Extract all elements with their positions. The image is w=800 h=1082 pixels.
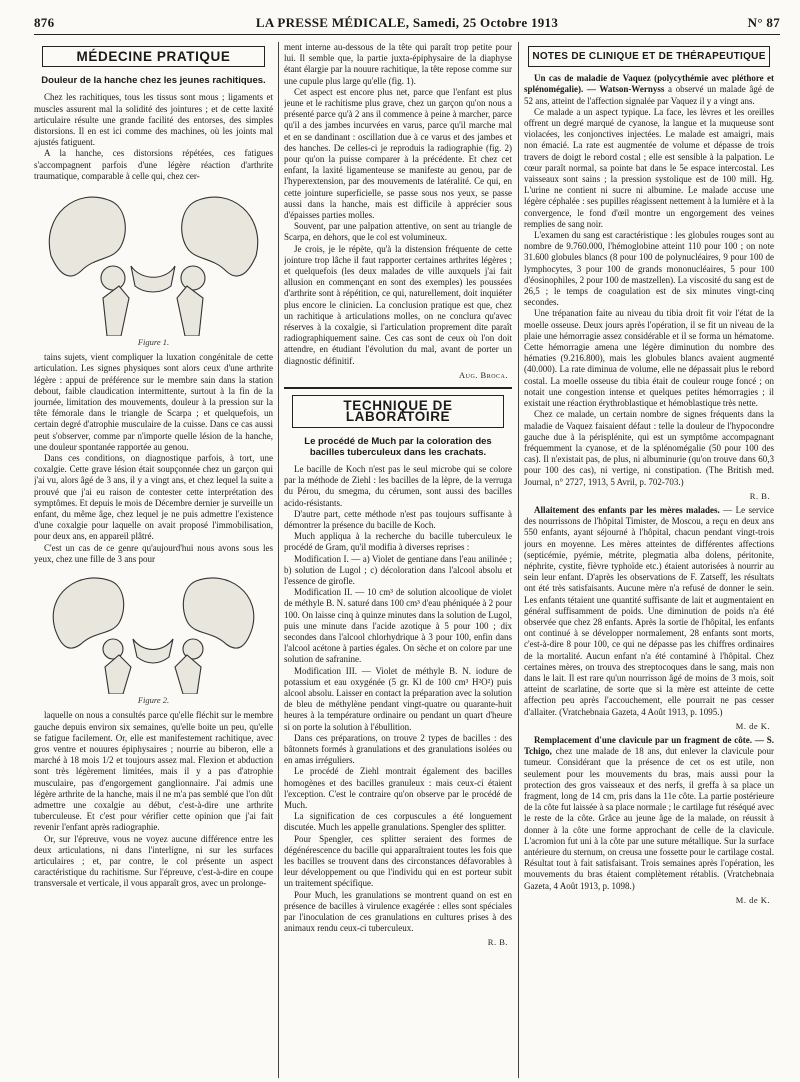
paragraph xyxy=(524,735,774,892)
journal-title: LA PRESSE MÉDICALE, Samedi, 25 Octobre 1913 xyxy=(255,15,559,30)
paragraph: ment interne au-dessous de la tête qui paraît trop petite pour lui. Il semble que, la partie juxta-épiphysaire de la diaphyse étant élargie par la nouure rachitique, la tête repose comme sur une cupule plus large qu'elle (fig. 1). xyxy=(284,42,512,86)
paragraph: tains sujets, vient compliquer la luxation congénitale de cette articulation. Les signes physiques sont alors ceux d'une arthrite légère : appui de préférence sur le membre sain dans la station debout, faible claudication intermittente, surtout à la fin de la journée, limitation des mouvements, douleur à la pression sur la tête fémorale dans le triangle de Scarpa ; et quelquefois, un certain degré d'atrophie musculaire de la cuisse. Dans ce cas aussi peut s'observer, comme par n'importe quelle lésion de la hanche, une douleur spontanée rapportée au genou. xyxy=(34,352,273,452)
hip-xray-illustration xyxy=(41,569,266,694)
paragraph: Modification III. — Violet de méthyle B. N. iodure de potassium et eau oxygénée (5 gr. Kl de 100 cm³ H²O²) puis alcool absolu. Laisser en contact la préparation avec la solution de bleu de méthylène pendant vingt-quatre ou quarante-huit heures à la température ordinaire ou pendant un quart d'heure si on porte la solution à l'ébullition. xyxy=(284,665,512,732)
paragraph-text: a observé un malade âgé de 52 ans, atteint de l'affection signalée par Vaquez il y a vingt ans. xyxy=(524,84,774,106)
hip-xray-illustration xyxy=(41,186,266,336)
author-signature: M. de K. xyxy=(735,894,770,905)
paragraph: laquelle on nous a consultés parce qu'elle fléchit sur le membre gauche depuis environ six semaines, qu'elle boite un peu, qu'elle se fatigue facilement. Or, elle est manifestement rachitique, avec gros ventre et nouures épiphysaires ; nourrie au biberon, elle a marché à 18 mois 1/2 et toujours assez mal. Flexion et abduction sont très légèrement limitées, mais il y a pas d'atrophie musculaire, pas d'engorgement ganglionnaire. J'ai admis une légère arthrite de la hanche, mais il ne m'a pas semblé que l'on dût admettre une coxalgie au début, c'est-à-dire une arthrite tuberculeuse. Et c'est pour vérifier cette opinion que j'ai fait revenir l'enfant après radiographie. xyxy=(34,710,273,833)
paragraph: Je crois, je le répète, qu'à la distension fréquente de cette jointure trop lâche il faut rapporter certaines arthrites légères ; et quelquefois (les deux malades de ville auxquels j'ai fait allusion en commençant en sont des exemples) les poussées d'arthrite sont à répétition, ce qui, naturellement, doit inquiéter plus encore le clinicien. La conclusion pratique est que, chez un rachitique à articulations molles, on ne conclura qu'avec réserves à la coxalgie, si l'articulation proprement dite paraît radiographiquement saine. Ces cas sont de ceux où l'on doit attendre, en étudiant l'évolution du mal, avant de porter un diagnostic définitif. xyxy=(284,243,512,366)
section-heading: NOTES DE CLINIQUE ET DE THÉRAPEUTIQUE xyxy=(528,46,770,67)
article-lead: Allaitement des enfants par les mères malades. xyxy=(534,504,720,515)
column-rule xyxy=(518,42,519,1078)
paragraph: Pour Much, les granulations se montrent quand on est en présence de bacilles à virulence exagérée : elles sont spéciales par l'inoculation de ces granulations en cultures prises à des animaux rendu ceux-ci tuberculeux. xyxy=(284,889,512,934)
paragraph: Chez les rachitiques, tous les tissus sont mous ; ligaments et muscles assurent mal la solidité des jointures ; et de cette laxité articulaire résulte une grande facilité des entorses, des simples distorsions. Il en est ici comme des machines, où les joints mal ajustés fatiguent. xyxy=(34,92,273,148)
paragraph: Le bacille de Koch n'est pas le seul microbe qui se colore par la méthode de Ziehl : les bacilles de la lèpre, de la verruga du Pérou, du smegma, du cérumen, sont aussi des bacilles acido-résistants. xyxy=(284,463,512,508)
column-rule xyxy=(278,42,279,1078)
divider xyxy=(284,387,512,389)
author-signature: R. B. xyxy=(487,937,508,948)
figure-2 xyxy=(34,569,273,706)
column-3 xyxy=(524,42,774,1078)
figure-caption: Figure 1. xyxy=(137,337,170,348)
author-signature: Aug. Broca. xyxy=(458,369,508,380)
paragraph: Modification I. — a) Violet de gentiane dans l'eau anilinée ; b) solution de Lugol ; c) décoloration dans l'alcool absolu et l'essence de girofle. xyxy=(284,553,512,586)
author-signature: R. B. xyxy=(749,490,770,501)
page-number: 876 xyxy=(34,15,55,30)
paragraph: L'examen du sang est caractéristique : les globules rouges sont au nombre de 9.760.000, l'hémoglobine atteint 110 pour 100 ; on note 31.600 globules blancs (8 pour 100 de polynucléaires, 9 pour 100 de lymphocytes, 3 pour 100 de grands mononucléaires, 5 pour 100 d'éosinophiles, 2 pour 100 de mastzellen). La viscosité du sang est de 26,5 ; le temps de coagulation est de six minutes vingt-cinq secondes. xyxy=(524,230,774,308)
issue-number: N° 87 xyxy=(747,15,780,30)
paragraph xyxy=(524,73,774,107)
article-title: Le procédé de Much par la coloration des bacilles tuberculeux dans les crachats. xyxy=(304,435,492,458)
paragraph: Une trépanation faite au niveau du tibia droit fit voir l'état de la moelle osseuse. Deux jours après l'opération, il se fit un niveau de la plaie une hémorragie assez considérable et il se forma un hématome. Cette hémorragie amena une légère diminution du nombre des hématies (9.216.800), mais les globules blancs avaient augmenté (40.000). La rate diminua de volume, elle ne dépassait plus le rebord costal. La moelle osseuse du tibia était de couleur rouge foncé ; on notait une congestion intense et quelques petites hémorragies ; il existait une réaction érythroblastique et hémoblastique très nette. xyxy=(524,308,774,409)
paragraph: Much appliqua à la recherche du bacille tuberculeux le procédé de Gram, qu'il modifia à diverses reprises : xyxy=(284,531,512,553)
article-lead: Un cas de maladie de Vaquez (polycythémie avec pléthore et splénomégalie). — Watson-Wernyss xyxy=(524,73,774,95)
section-heading: MÉDECINE PRATIQUE xyxy=(42,46,265,67)
figure-1 xyxy=(34,186,273,348)
paragraph: D'autre part, cette méthode n'est pas toujours suffisante à démontrer la présence du bacille de Koch. xyxy=(284,508,512,530)
paragraph: A la hanche, ces distorsions répétées, ces fatigues s'accompagnent parfois d'une légère réaction d'arthrite traumatique, comparable à celle qui, chez cer- xyxy=(34,148,273,181)
author-signature: M. de K. xyxy=(735,720,770,731)
figure-caption: Figure 2. xyxy=(137,695,170,706)
section-heading: TECHNIQUE DE LABORATOIRE xyxy=(292,395,504,427)
page-header xyxy=(34,12,780,35)
paragraph-text: chez une malade de 18 ans, dut enlever la clavicule pour tumeur. Considérant que la présence de cet os est utile, non seulement pour les mouvements du bras, mais aussi pour la protection des gros vaisseaux et des nerfs, il greffa à sa place un fragment, long de 14 cm, pris dans la 11e côte. La partie postérieure de la côte fut laissée à sa place normale ; le cartilage fut réséqué avec le reste de la côte. Grâce au jeune âge de la malade, on réussit à donner à la côte une forme approchant de celle de la clavicule. L'acromion fut uni à la côte par une suture métallique. Sur la surface antérieure du sternum, on creusa une fossette pour le cartilage costal. Résultat tout à fait satisfaisant. Trois semaines après l'opération, les mouvements du bras étaient complètement rétablis. (Vratchebnaia Gazeta, 4 Août 1913, p. 1098.) xyxy=(524,746,774,891)
column-2 xyxy=(284,42,512,1078)
paragraph: Pour Spengler, ces splitter seraient des formes de dégénérescence du bacille qui apparaîtraient toutes les fois que les bacilles se trouvent dans des circonstances défavorables à leur développement ou que l'individu qui en est porteur subit un traitement spécifique. xyxy=(284,833,512,889)
column-1 xyxy=(34,42,273,1078)
paragraph: Ce malade a un aspect typique. La face, les lèvres et les oreilles offrent un degré marqué de cyanose, la langue et la muqueuse sont violacées, les conjonctives injectées. Le malade est amaigri, mais non émacié. La rate est augmentée de volume et dépasse de trois travers de doigt le rebord costal ; elle est sensible à la palpation. Le cœur paraît normal, sa pointe bat dans le 5e espace intercostal. Les vaisseaux sont sains ; la pression systolique est de 100 mill. Hg. L'urine ne contient ni sucre ni albumine. Le malade accuse une légère céphalée : ses pupilles réagissent nettement à la lumière et à la convergence, le fond d'œil montre un engorgement des veines remplies de sang noir. xyxy=(524,106,774,229)
paragraph: Dans ces conditions, on diagnostique parfois, à tort, une coxalgie. Cette grave lésion était soupçonnée chez un garçon qui j'ai vu, alors âgé de 3 ans, il y a vingt ans, et chez lequel la suite a prouvé que j'ai eu raison de contester cette interprétation des symptômes. Et depuis le mois de Décembre dernier je surveille un enfant, du même âge, chez lequel je ne puis admettre l'existence d'une coxalgie pour laquelle on avait proposé l'immobilisation, pour deux ans, en appareil plâtré. xyxy=(34,453,273,542)
paragraph: Chez ce malade, un certain nombre de signes fréquents dans la maladie de Vaquez faisaient défaut : telle la douleur de l'hypocondre gauche due à la périsplénite, qui est un symptôme accompagnant fréquemment la cyanose, et de la splénomégalie (50 pour 100 des cas). Il n'existait pas, de plus, ni albuminurie (qu'on trouve dans 60,3 pour 100 des cas), ni vertige, ni constipation. (The British med. Journal, n° 2727, 1913, 5 Avril, p. 702-703.) xyxy=(524,409,774,487)
paragraph: Souvent, par une palpation attentive, on sent au triangle de Scarpa, en dehors, que le col est volumineux. xyxy=(284,221,512,243)
paragraph: Cet aspect est encore plus net, parce que l'enfant est plus jeune et le rachitisme plus grave, chez un garçon qu'on nous a présenté parce qu'à 2 ans il commence à peine à marcher, parce qu'il a des jambes incurvées en varus, parce qu'il marche mal et en se dandinant : oscillation due à ce varus et des jambes et des hanches. De celles-ci je reproduis la radiographie (fig. 2) pour qu'on la puisse comparer à la précédente. Et chez cet enfant, la laxité ligamenteuse se manifeste au genou, par de l'hyperextension, par des mouvements de latéralité. Ce qui, en cette jointure superficielle, se passe sous nos yeux, se passe aussi dans la hanche, mais est difficile à apprécier sous d'épaisses parties molles. xyxy=(284,86,512,221)
article-lead: Remplacement d'une clavicule par un fragment de côte. — S. Tchigo, xyxy=(524,734,774,757)
paragraph-text: — Le service des nourrissons de l'hôpital Timister, de Moscou, a reçu en deux ans 550 enfants, ayant séjourné à l'hôpital, chacun pendant vingt-trois jours en moyenne. Les mères atteintes de différentes affections (septicémie, pyémie, métrite, plegmatia alba dolens, péritonite, néphrite, cystite, fièvre typhoïde etc.) étaient autorisées à nourrir au sein leur enfant. D'après les observations de F. Zatseff, les résultats ont été très satisfaisants. Aucune mère n'a refusé de donner le sein. Les enfants tétaient une quantité suffisante de lait et augmentaient en général suffisamment de poids. Une diminution de poids n'a été observée que chez 28 enfants. Après la sortie de l'hôpital, les enfants ont continué à se développer normalement, 28 enfants sont morts, c'est-à-dire 8 pour 100, ce qui ne dépasse pas les chiffres ordinaires de la mortalité. Aucun enfant n'a été contaminé à l'hôpital. Chez certaines mères, on trouva des streptocoques dans le sang, mais non dans le lait. Il est rare qu'un nourrisson âgé de moins de 3 mois, soit atteint de scarlatine, de sorte que si la mère est atteinte de cette affection peu après l'accouchement, elle pourrait ne pas cesser d'allaiter. (Vratchebnaia Gazeta, 4 Août 1913, p. 1095.) xyxy=(524,504,774,717)
paragraph: Le procédé de Ziehl montrait également des bacilles homogènes et des bacilles granuleux : mais ceux-ci étaient l'exception. C'est le contraire qu'on observe par le procédé de Much. xyxy=(284,766,512,810)
paragraph: C'est un cas de ce genre qu'aujourd'hui nous avons sous les yeux, chez une fille de 3 ans pour xyxy=(34,542,273,564)
paragraph: Or, sur l'épreuve, vous ne voyez aucune différence entre les deux articulations, ni dans l'interligne, ni sur les surfaces articulaires ; et, par contre, le col présente un aspect caractéristique du rachitisme. Sur l'épreuve, c'est-à-dire en coupe transversale et verticale, il vous apparaît gros, avec un prolonge- xyxy=(34,833,273,889)
paragraph: La signification de ces corpuscules a été longuement discutée. Much les appelle granulations. Spengler des splitter. xyxy=(284,811,512,833)
article-title: Douleur de la hanche chez les jeunes rachitiques. xyxy=(41,75,266,87)
paragraph xyxy=(524,505,774,718)
paragraph: Modification II. — 10 cm³ de solution alcoolique de violet de méthyle B. N. saturé dans 100 cm³ d'eau phéniquée à 2 pour 100. On laisse cinq à quinze minutes dans la solution de Lugol, puis une minute dans l'acide azotique à 5 pour 100 ; dix secondes dans l'alcool chlorhydrique à 3 pour 100, enfin dans l'alcool acétone à parties égales. On sèche et on colore par une solution de safranine. xyxy=(284,587,512,665)
paragraph: Dans ces préparations, on trouve 2 types de bacilles : des bâtonnets formés à granulations et des granulations isolées ou en amas irréguliers. xyxy=(284,732,512,766)
